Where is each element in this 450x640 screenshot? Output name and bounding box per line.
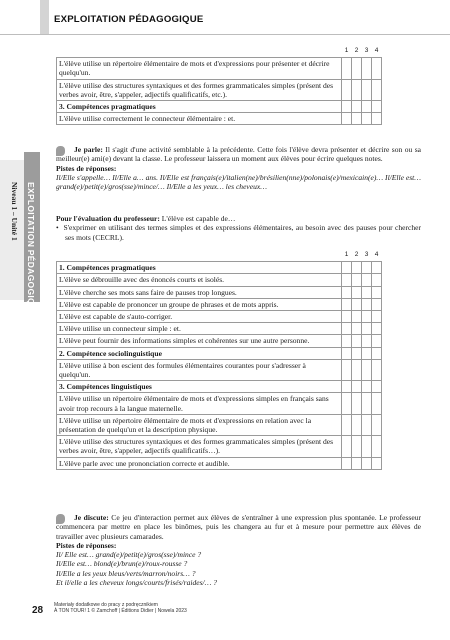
evaluation-bullet-text: S'exprimer en utilisant des termes simples et des expressions élémentaires, au besoin avec des pauses pour chercher ses mots (CECRL). <box>63 223 421 242</box>
competence-heading: 1. Compétences pragmatiques <box>57 262 342 274</box>
competence-heading-row <box>57 347 382 359</box>
score-cell[interactable] <box>352 79 362 100</box>
scale-label: 4 <box>372 46 382 58</box>
score-cell[interactable] <box>342 457 352 469</box>
criterion-row <box>57 298 382 310</box>
score-cell[interactable] <box>342 323 352 335</box>
criterion-row <box>57 457 382 469</box>
score-cell[interactable] <box>372 79 382 100</box>
scale-label: 4 <box>372 250 382 262</box>
je-discute-answers-label: Pistes de réponses: <box>56 540 117 550</box>
criterion-text: L'élève utilise un répertoire élémentaire de mots et d'expressions simples en français sans avoir trop recours à la langue maternelle. <box>57 393 342 414</box>
score-cell[interactable] <box>342 381 352 393</box>
score-cell[interactable] <box>372 113 382 125</box>
score-cell[interactable] <box>342 311 352 323</box>
score-cell[interactable] <box>362 58 372 79</box>
score-cell[interactable] <box>352 393 362 414</box>
je-parle-paragraph <box>56 145 421 164</box>
criterion-text: L'élève utilise un connecteur simple : et. <box>57 323 342 335</box>
je-parle-answers: Il/Elle s'appelle… Il/Elle a… ans. Il/Elle est français(e)/italien(ne)/brésilien(nne)/polonais(e)/mexicain(e)… Il/Elle est… grand(e)/petit(e)/gros(sse)/mince/… Il/Elle a les yeux… les cheveux… <box>56 172 421 192</box>
score-cell[interactable] <box>372 58 382 79</box>
score-cell[interactable] <box>342 286 352 298</box>
score-cell[interactable] <box>372 359 382 380</box>
criterion-row <box>57 359 382 380</box>
score-cell[interactable] <box>352 274 362 286</box>
score-cell[interactable] <box>362 335 372 347</box>
scale-header-row <box>57 250 382 262</box>
score-cell[interactable] <box>362 286 372 298</box>
criterion-text: L'élève utilise un répertoire élémentaire de mots et d'expressions en relation avec la présentation de quelqu'un et la description physique. <box>57 414 342 435</box>
score-cell[interactable] <box>362 347 372 359</box>
score-cell[interactable] <box>362 381 372 393</box>
criterion-row <box>57 335 382 347</box>
score-cell[interactable] <box>372 436 382 457</box>
score-cell[interactable] <box>352 298 362 310</box>
score-cell[interactable] <box>362 414 372 435</box>
je-discute-label: Je discute: <box>74 513 109 522</box>
page-number: 28 <box>32 605 44 616</box>
criterion-text: L'élève est capable de s'auto-corriger. <box>57 311 342 323</box>
score-cell[interactable] <box>362 79 372 100</box>
je-discute-text: Ce jeu d'interaction permet aux élèves de s'entraîner à une expression plus spontanée. Le professeur commencera par mettre en place les binômes, puis les changera au fur et à mesure pour permettre aux élèves de travailler avec plusieurs camarades. <box>56 513 421 541</box>
competence-heading-row <box>57 381 382 393</box>
scale-header-spacer <box>57 250 342 262</box>
competence-heading: 2. Compétence sociolinguistique <box>57 347 342 359</box>
score-cell[interactable] <box>362 101 372 113</box>
evaluation-intro-text: L'élève est capable de… <box>159 214 236 223</box>
je-discute-paragraph <box>56 513 421 541</box>
answer-line: Il/ Elle est… grand(e)/petit(e)/gros(sse)/mince ? <box>56 550 202 560</box>
score-cell[interactable] <box>362 311 372 323</box>
criterion-text: L'élève utilise des structures syntaxiques et des formes grammaticales simples (présent des verbes avoir, être, s'appeler, adjectifs qualificatifs…). <box>57 436 342 457</box>
je-parle-section <box>56 145 421 191</box>
criterion-row <box>57 436 382 457</box>
criterion-row <box>57 286 382 298</box>
score-cell[interactable] <box>342 414 352 435</box>
sidebar-level-label: Niveau 1 – Unité 1 <box>10 182 19 241</box>
je-discute-section <box>56 513 421 587</box>
score-cell[interactable] <box>362 262 372 274</box>
score-cell[interactable] <box>342 436 352 457</box>
criterion-row <box>57 58 382 79</box>
score-cell[interactable] <box>372 311 382 323</box>
criterion-text: L'élève parle avec une prononciation correcte et audible. <box>57 457 342 469</box>
evaluation-table-top <box>56 46 382 125</box>
evaluation-label: Pour l'évaluation du professeur: <box>56 214 160 223</box>
je-parle-label: Je parle: <box>74 145 103 154</box>
evaluation-section <box>56 214 421 242</box>
score-cell[interactable] <box>342 101 352 113</box>
sidebar-section-label: EXPLOITATION PÉDAGOGIQUE <box>26 182 36 318</box>
criterion-row <box>57 311 382 323</box>
score-cell[interactable] <box>372 335 382 347</box>
answer-line: Il/Elle a les yeux bleus/verts/marron/noirs… ? <box>56 568 196 578</box>
criterion-row <box>57 393 382 414</box>
score-cell[interactable] <box>372 101 382 113</box>
scale-label: 2 <box>352 250 362 262</box>
score-cell[interactable] <box>362 359 372 380</box>
scale-label: 3 <box>362 250 372 262</box>
score-cell[interactable] <box>362 457 372 469</box>
score-cell[interactable] <box>342 359 352 380</box>
score-cell[interactable] <box>342 335 352 347</box>
scale-label: 3 <box>362 46 372 58</box>
score-cell[interactable] <box>372 347 382 359</box>
score-cell[interactable] <box>352 335 362 347</box>
criterion-text: L'élève utilise un répertoire élémentaire de mots et d'expressions pour présenter et décrire quelqu'un. <box>57 58 342 79</box>
score-cell[interactable] <box>362 436 372 457</box>
score-cell[interactable] <box>372 298 382 310</box>
score-cell[interactable] <box>372 262 382 274</box>
score-cell[interactable] <box>352 359 362 380</box>
score-cell[interactable] <box>372 414 382 435</box>
score-cell[interactable] <box>372 274 382 286</box>
criterion-row <box>57 79 382 100</box>
scale-label: 1 <box>342 46 352 58</box>
score-cell[interactable] <box>342 393 352 414</box>
scale-label: 2 <box>352 46 362 58</box>
scale-header-row <box>57 46 382 58</box>
criterion-text: L'élève peut fournir des informations simples et cohérentes sur une autre personne. <box>57 335 342 347</box>
score-cell[interactable] <box>372 286 382 298</box>
score-cell[interactable] <box>342 274 352 286</box>
criterion-row <box>57 414 382 435</box>
score-cell[interactable] <box>352 323 362 335</box>
criterion-text: L'élève utilise des structures syntaxiques et des formes grammaticales simples (présent des verbes avoir, être, s'appeler, adjectifs qualificatifs, etc.). <box>57 79 342 100</box>
je-discute-answers <box>56 550 421 587</box>
criterion-text: L'élève se débrouille avec des énoncés courts et isolés. <box>57 274 342 286</box>
score-cell[interactable] <box>352 262 362 274</box>
score-cell[interactable] <box>352 436 362 457</box>
score-cell[interactable] <box>342 298 352 310</box>
score-cell[interactable] <box>352 457 362 469</box>
score-cell[interactable] <box>352 286 362 298</box>
criterion-text: L'élève utilise correctement le connecteur élémentaire : et. <box>57 113 342 125</box>
score-cell[interactable] <box>342 79 352 100</box>
criterion-row <box>57 274 382 286</box>
score-cell[interactable] <box>362 113 372 125</box>
score-cell[interactable] <box>362 323 372 335</box>
score-cell[interactable] <box>362 298 372 310</box>
score-cell[interactable] <box>352 101 362 113</box>
score-cell[interactable] <box>352 311 362 323</box>
score-cell[interactable] <box>352 58 362 79</box>
answer-line: Et il/elle a les cheveux longs/courts/frisés/raides/… ? <box>56 578 217 588</box>
score-cell[interactable] <box>342 262 352 274</box>
score-cell[interactable] <box>372 381 382 393</box>
competence-heading: 3. Compétences linguistiques <box>57 381 342 393</box>
evaluation-bullet: • S'exprimer en utilisant des termes simples et des expressions élémentaires, au besoin avec des pauses pour chercher ses mots (CECRL). <box>56 223 421 242</box>
score-cell[interactable] <box>352 113 362 125</box>
score-cell[interactable] <box>372 393 382 414</box>
score-cell[interactable] <box>342 347 352 359</box>
score-cell[interactable] <box>362 393 372 414</box>
evaluation-intro <box>56 214 421 223</box>
score-cell[interactable] <box>342 113 352 125</box>
competence-heading-row <box>57 262 382 274</box>
answer-line: Il/Elle est… blond(e)/brun(e)/roux-rousse ? <box>56 559 188 569</box>
footer-credits <box>54 602 187 615</box>
scale-label: 1 <box>342 250 352 262</box>
scale-header-spacer <box>57 46 342 58</box>
criterion-text: L'élève est capable de prononcer un groupe de phrases et de mots appris. <box>57 298 342 310</box>
je-parle-text: Il s'agit d'une activité semblable à la précédente. Cette fois l'élève devra présenter et décrire son ou sa meilleur(e) ami(e) devant la classe. Le professeur laissera un moment aux élèves pour écrire quelques notes. <box>56 145 421 164</box>
footer-line-1: Materiały dodatkowe do pracy z podręcznikiem <box>54 602 158 608</box>
footer-line-2: À TON TOUR! 1 © Zamchoff | Éditions Didier | Nowela 2023 <box>54 608 187 615</box>
score-cell[interactable] <box>342 58 352 79</box>
score-cell[interactable] <box>372 323 382 335</box>
criterion-row <box>57 323 382 335</box>
score-cell[interactable] <box>372 457 382 469</box>
criterion-row <box>57 113 382 125</box>
criterion-text: L'élève cherche ses mots sans faire de pauses trop longues. <box>57 286 342 298</box>
je-parle-answers-label: Pistes de réponses: <box>56 163 117 173</box>
header-accent-bar <box>40 0 49 34</box>
criterion-text: L'élève utilise à bon escient des formules élémentaires courantes pour s'adresser à quelqu'un. <box>57 359 342 380</box>
score-cell[interactable] <box>352 347 362 359</box>
score-cell[interactable] <box>352 381 362 393</box>
competence-heading-row <box>57 101 382 113</box>
competence-heading: 3. Compétences pragmatiques <box>57 101 342 113</box>
score-cell[interactable] <box>352 414 362 435</box>
page-title: EXPLOITATION PÉDAGOGIQUE <box>54 14 204 25</box>
evaluation-table-main <box>56 250 382 470</box>
score-cell[interactable] <box>362 274 372 286</box>
page-header <box>0 0 450 35</box>
